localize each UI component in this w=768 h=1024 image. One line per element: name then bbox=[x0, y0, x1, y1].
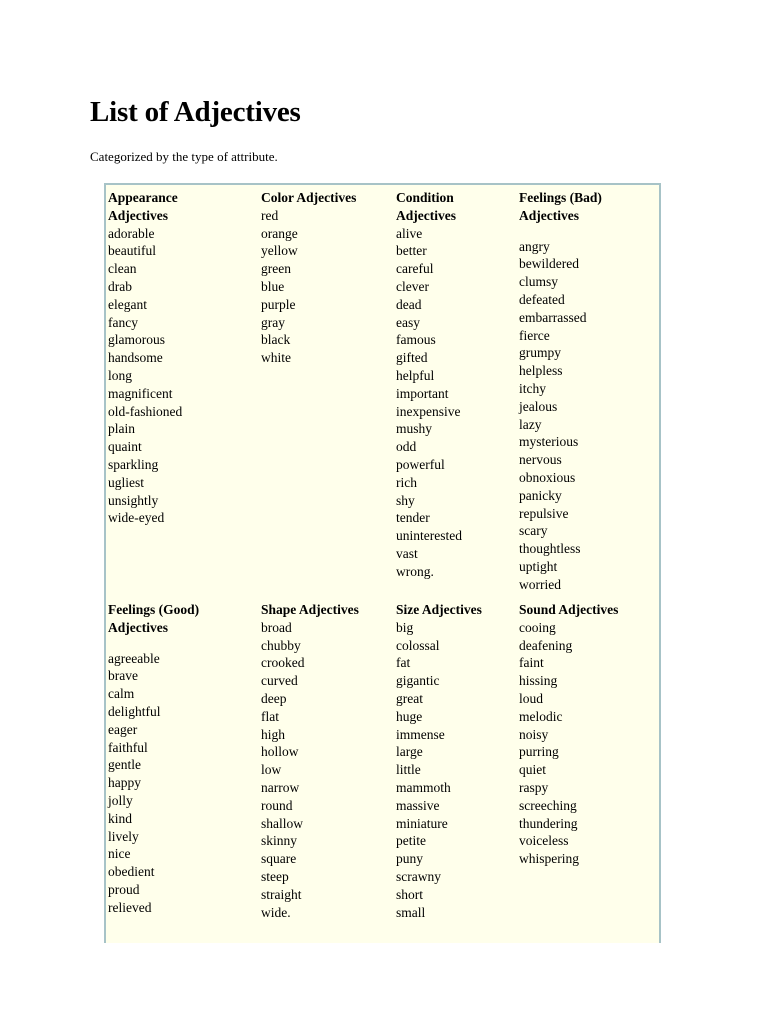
adjectives-table bbox=[104, 183, 661, 943]
adjective-item: jealous bbox=[519, 398, 558, 414]
adjective-item: huge bbox=[396, 708, 423, 724]
category-heading: Adjectives bbox=[108, 207, 168, 223]
adjective-item: rich bbox=[396, 474, 417, 490]
adjective-item: jolly bbox=[108, 792, 133, 808]
adjective-item: easy bbox=[396, 314, 420, 330]
adjective-item: worried bbox=[519, 576, 561, 592]
adjective-item: old-fashioned bbox=[108, 403, 183, 419]
adjective-item: fat bbox=[396, 655, 411, 671]
adjective-item: black bbox=[261, 332, 291, 348]
adjective-item: vast bbox=[396, 545, 418, 561]
adjective-item: panicky bbox=[519, 487, 562, 503]
category-column-appearance bbox=[108, 189, 182, 527]
adjective-item: scrawny bbox=[396, 868, 441, 884]
adjective-item: uptight bbox=[519, 558, 558, 574]
adjective-item: quiet bbox=[519, 762, 546, 778]
category-heading: Size Adjectives bbox=[396, 602, 482, 617]
adjective-item: colossal bbox=[396, 637, 440, 653]
adjective-item: glamorous bbox=[108, 332, 165, 348]
adjective-item: raspy bbox=[519, 779, 549, 795]
adjective-item: short bbox=[396, 886, 423, 902]
adjective-item: important bbox=[396, 385, 449, 401]
adjective-item: fancy bbox=[108, 314, 138, 330]
adjective-item: great bbox=[396, 690, 423, 706]
adjective-item: plain bbox=[108, 421, 135, 437]
adjective-item: yellow bbox=[261, 243, 298, 259]
category-column-size bbox=[396, 601, 482, 921]
adjective-item: bewildered bbox=[519, 256, 579, 272]
adjective-item: deafening bbox=[519, 637, 573, 653]
category-column-color bbox=[261, 189, 356, 367]
adjective-item: inexpensive bbox=[396, 403, 461, 419]
adjective-item: loud bbox=[519, 690, 544, 706]
adjective-item: angry bbox=[519, 238, 550, 254]
adjective-item: obedient bbox=[108, 864, 155, 880]
adjective-item: round bbox=[261, 797, 293, 813]
adjective-item: grumpy bbox=[519, 345, 561, 361]
adjective-item: fierce bbox=[519, 327, 550, 343]
adjective-item: large bbox=[396, 744, 423, 760]
adjective-item: happy bbox=[108, 775, 141, 791]
adjective-item: famous bbox=[396, 332, 436, 348]
adjective-item: calm bbox=[108, 686, 135, 702]
category-heading: Appearance bbox=[108, 190, 178, 205]
category-heading: Shape Adjectives bbox=[261, 602, 359, 617]
category-column-condition bbox=[396, 189, 462, 581]
adjective-item: elegant bbox=[108, 296, 147, 312]
adjective-item: nervous bbox=[519, 452, 562, 468]
adjective-item: magnificent bbox=[108, 385, 173, 401]
adjective-item: flat bbox=[261, 708, 279, 724]
adjective-item: wrong. bbox=[396, 563, 434, 579]
adjective-item: massive bbox=[396, 797, 440, 813]
adjective-item: shy bbox=[396, 492, 415, 508]
adjective-item: mysterious bbox=[519, 434, 579, 450]
adjective-item: tender bbox=[396, 510, 430, 526]
adjective-item: sparkling bbox=[108, 456, 159, 472]
adjective-item: obnoxious bbox=[519, 469, 576, 485]
adjective-item: helpful bbox=[396, 367, 435, 383]
adjective-item: long bbox=[108, 367, 133, 383]
adjective-item: melodic bbox=[519, 708, 563, 724]
adjective-item: orange bbox=[261, 225, 298, 241]
adjective-item: wide-eyed bbox=[108, 510, 165, 526]
category-column-sound bbox=[519, 601, 618, 868]
adjective-item: handsome bbox=[108, 350, 163, 366]
category-column-shape bbox=[261, 601, 359, 921]
adjective-item: faithful bbox=[108, 739, 148, 755]
adjective-item: odd bbox=[396, 439, 417, 455]
adjective-item: skinny bbox=[261, 833, 298, 849]
adjective-item: drab bbox=[108, 278, 132, 294]
category-heading: Adjectives bbox=[519, 207, 579, 223]
adjective-item: small bbox=[396, 904, 426, 920]
adjective-item: embarrassed bbox=[519, 309, 587, 325]
adjective-item: thoughtless bbox=[519, 541, 581, 557]
adjective-item: powerful bbox=[396, 456, 445, 472]
adjective-item: repulsive bbox=[519, 505, 569, 521]
adjective-item: dead bbox=[396, 296, 422, 312]
spacer bbox=[519, 225, 602, 238]
adjective-item: proud bbox=[108, 881, 140, 897]
adjective-item: defeated bbox=[519, 291, 565, 307]
adjective-item: scary bbox=[519, 523, 548, 539]
adjective-item: adorable bbox=[108, 225, 155, 241]
adjective-item: puny bbox=[396, 851, 423, 867]
adjective-item: kind bbox=[108, 810, 133, 826]
adjective-item: quaint bbox=[108, 439, 142, 455]
adjective-item: crooked bbox=[261, 655, 305, 671]
adjective-item: shallow bbox=[261, 815, 303, 831]
adjective-item: white bbox=[261, 350, 291, 366]
adjective-item: chubby bbox=[261, 637, 301, 653]
adjective-item: little bbox=[396, 762, 421, 778]
adjective-item: blue bbox=[261, 278, 285, 294]
adjective-item: mammoth bbox=[396, 779, 451, 795]
adjective-item: careful bbox=[396, 261, 434, 277]
adjective-item: broad bbox=[261, 619, 292, 635]
category-heading: Feelings (Bad) bbox=[519, 190, 602, 205]
adjective-item: thundering bbox=[519, 815, 578, 831]
adjective-item: clumsy bbox=[519, 274, 558, 290]
adjective-item: clean bbox=[108, 261, 137, 277]
category-heading: Sound Adjectives bbox=[519, 602, 619, 617]
adjective-item: steep bbox=[261, 868, 289, 884]
adjective-item: beautiful bbox=[108, 243, 156, 259]
adjective-item: gigantic bbox=[396, 673, 440, 689]
adjective-item: low bbox=[261, 762, 282, 778]
adjective-item: curved bbox=[261, 673, 298, 689]
adjective-item: delightful bbox=[108, 703, 161, 719]
adjective-item: hissing bbox=[519, 673, 558, 689]
category-heading: Adjectives bbox=[108, 619, 168, 635]
adjective-item: narrow bbox=[261, 779, 300, 795]
adjective-item: big bbox=[396, 619, 414, 635]
adjective-item: gifted bbox=[396, 350, 428, 366]
adjective-item: eager bbox=[108, 721, 138, 737]
adjective-item: lively bbox=[108, 828, 139, 844]
page-title: List of Adjectives bbox=[90, 96, 301, 128]
adjective-item: gray bbox=[261, 314, 285, 330]
adjective-item: voiceless bbox=[519, 833, 569, 849]
adjective-item: unsightly bbox=[108, 492, 159, 508]
adjective-item: straight bbox=[261, 886, 302, 902]
adjective-item: itchy bbox=[519, 380, 546, 396]
adjective-item: helpless bbox=[519, 363, 563, 379]
adjective-item: whispering bbox=[519, 851, 579, 867]
adjective-item: hollow bbox=[261, 744, 299, 760]
adjective-item: clever bbox=[396, 278, 429, 294]
adjective-item: red bbox=[261, 207, 279, 223]
adjective-item: lazy bbox=[519, 416, 542, 432]
adjective-item: ugliest bbox=[108, 474, 144, 490]
adjective-item: brave bbox=[108, 668, 138, 684]
adjective-item: miniature bbox=[396, 815, 448, 831]
adjective-item: wide. bbox=[261, 904, 291, 920]
adjective-item: square bbox=[261, 851, 297, 867]
adjective-item: mushy bbox=[396, 421, 433, 437]
adjective-item: alive bbox=[396, 225, 423, 241]
category-heading: Condition bbox=[396, 190, 454, 205]
adjective-item: noisy bbox=[519, 726, 549, 742]
spacer bbox=[108, 637, 199, 650]
adjective-item: screeching bbox=[519, 797, 577, 813]
category-column-feelings-good bbox=[108, 601, 199, 917]
adjective-item: green bbox=[261, 261, 291, 277]
adjective-item: relieved bbox=[108, 899, 152, 915]
adjective-item: uninterested bbox=[396, 528, 462, 544]
adjective-item: deep bbox=[261, 690, 287, 706]
category-heading: Feelings (Good) bbox=[108, 602, 200, 617]
adjective-item: cooing bbox=[519, 619, 556, 635]
adjective-item: agreeable bbox=[108, 650, 160, 666]
adjective-item: nice bbox=[108, 846, 131, 862]
category-column-feelings-bad bbox=[519, 189, 602, 594]
category-heading: Color Adjectives bbox=[261, 190, 357, 205]
category-heading: Adjectives bbox=[396, 207, 456, 223]
page-subtitle: Categorized by the type of attribute. bbox=[90, 149, 278, 164]
adjective-item: faint bbox=[519, 655, 544, 671]
adjective-item: high bbox=[261, 726, 286, 742]
adjective-item: immense bbox=[396, 726, 445, 742]
adjective-item: purring bbox=[519, 744, 559, 760]
adjective-item: gentle bbox=[108, 757, 141, 773]
adjective-item: better bbox=[396, 243, 427, 259]
adjective-item: petite bbox=[396, 833, 426, 849]
adjective-item: purple bbox=[261, 296, 296, 312]
